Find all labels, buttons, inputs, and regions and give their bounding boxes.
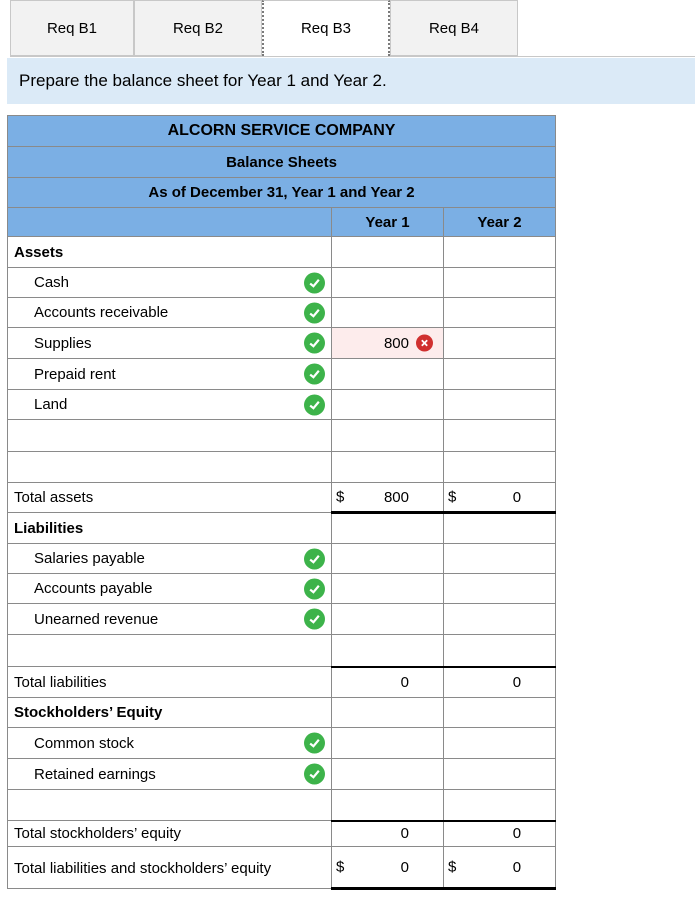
- unearned-revenue-y1-input[interactable]: [332, 604, 444, 635]
- equity-y2-cell[interactable]: [444, 698, 556, 728]
- assets-y2-cell[interactable]: [444, 237, 556, 268]
- cash-y2-input[interactable]: [444, 268, 556, 298]
- dollar-sign: $: [448, 858, 457, 876]
- unearned-revenue-y2-input[interactable]: [444, 604, 556, 635]
- total-assets-y2-value: 0: [512, 488, 522, 506]
- dollar-sign: $: [336, 488, 345, 506]
- check-icon: [304, 578, 325, 599]
- liabilities-y2-cell[interactable]: [444, 513, 556, 544]
- blank-equity-row[interactable]: [8, 790, 332, 821]
- liabilities-y1-cell[interactable]: [332, 513, 444, 544]
- assets-y1-cell[interactable]: [332, 237, 444, 268]
- total-assets-y2[interactable]: [444, 483, 556, 513]
- blank-asset-y1[interactable]: [332, 420, 444, 452]
- blank-asset2-y2[interactable]: [444, 452, 556, 483]
- supplies-row-label[interactable]: [8, 328, 332, 359]
- statement-title: Balance Sheets: [8, 147, 556, 178]
- retained-earnings-row-label[interactable]: [8, 759, 332, 790]
- unearned-revenue-row-label[interactable]: [8, 604, 332, 635]
- total-liab-equity-y2[interactable]: [444, 847, 556, 889]
- accounts-payable-y2-input[interactable]: [444, 574, 556, 604]
- prepaid-rent-label: Prepaid rent: [34, 365, 116, 383]
- total-liab-equity-y1-value: 0: [400, 858, 409, 876]
- check-icon: [304, 333, 325, 354]
- liabilities-header: Liabilities: [8, 513, 332, 544]
- blank-liab-y1[interactable]: [332, 635, 444, 667]
- total-equity-y1-value: 0: [400, 825, 409, 843]
- blank-asset2-y1[interactable]: [332, 452, 444, 483]
- prepaid-rent-y2-input[interactable]: [444, 359, 556, 390]
- total-liab-equity-y2-value: 0: [512, 858, 522, 876]
- dollar-sign: $: [336, 858, 345, 876]
- blank-asset-y2[interactable]: [444, 420, 556, 452]
- salaries-payable-row-label[interactable]: [8, 544, 332, 574]
- check-icon: [304, 733, 325, 754]
- accounts-payable-y1-input[interactable]: [332, 574, 444, 604]
- total-liab-equity-y1[interactable]: [332, 847, 444, 889]
- balance-sheet-table: [7, 115, 556, 890]
- check-icon: [304, 609, 325, 630]
- tab-bar: [10, 0, 695, 58]
- assets-header: Assets: [8, 237, 332, 268]
- check-icon: [304, 394, 325, 415]
- ar-y2-input[interactable]: [444, 298, 556, 328]
- tab-req-b4[interactable]: Req B4: [390, 0, 518, 56]
- statement-date: As of December 31, Year 1 and Year 2: [8, 178, 556, 208]
- cash-row-label[interactable]: [8, 268, 332, 298]
- header-blank: [8, 208, 332, 237]
- common-stock-y1-input[interactable]: [332, 728, 444, 759]
- total-equity-label: Total stockholders’ equity: [8, 821, 332, 847]
- blank-equity-y1[interactable]: [332, 790, 444, 821]
- tab-req-b1[interactable]: Req B1: [10, 0, 134, 56]
- common-stock-row-label[interactable]: [8, 728, 332, 759]
- salaries-payable-label: Salaries payable: [34, 550, 145, 567]
- total-liabilities-y1[interactable]: [332, 667, 444, 698]
- supplies-y2-input[interactable]: [444, 328, 556, 359]
- prepaid-rent-y1-input[interactable]: [332, 359, 444, 390]
- supplies-label: Supplies: [34, 334, 92, 352]
- prepaid-rent-row-label[interactable]: [8, 359, 332, 390]
- accounts-payable-label: Accounts payable: [34, 580, 153, 597]
- land-y2-input[interactable]: [444, 390, 556, 420]
- tab-req-b3[interactable]: Req B3: [262, 0, 390, 56]
- check-icon: [304, 302, 325, 323]
- total-assets-y1-value: 800: [383, 488, 409, 506]
- supplies-y1-input[interactable]: [332, 328, 444, 359]
- total-liabilities-y2[interactable]: [444, 667, 556, 698]
- instruction-text: Prepare the balance sheet for Year 1 and Year 2.: [19, 71, 387, 90]
- tab-divider: [10, 56, 695, 57]
- col-year1-header: Year 1: [332, 208, 444, 237]
- retained-earnings-label: Retained earnings: [34, 765, 156, 783]
- check-icon: [304, 548, 325, 569]
- company-name: ALCORN SERVICE COMPANY: [8, 116, 556, 147]
- blank-liab-row[interactable]: [8, 635, 332, 667]
- total-equity-y2[interactable]: [444, 821, 556, 847]
- land-label: Land: [34, 396, 68, 413]
- col-year2-header: Year 2: [444, 208, 556, 237]
- cash-label: Cash: [34, 274, 70, 291]
- cash-y1-input[interactable]: [332, 268, 444, 298]
- accounts-payable-row-label[interactable]: [8, 574, 332, 604]
- blank-asset-row-2[interactable]: [8, 452, 332, 483]
- land-y1-input[interactable]: [332, 390, 444, 420]
- total-equity-y1[interactable]: [332, 821, 444, 847]
- retained-earnings-y2-input[interactable]: [444, 759, 556, 790]
- common-stock-label: Common stock: [34, 734, 135, 752]
- blank-equity-y2[interactable]: [444, 790, 556, 821]
- check-icon: [304, 364, 325, 385]
- total-assets-label: Total assets: [8, 483, 332, 513]
- blank-asset-row-1[interactable]: [8, 420, 332, 452]
- total-liab-equity-label: Total liabilities and stockholders’ equity: [8, 847, 332, 889]
- blank-liab-y2[interactable]: [444, 635, 556, 667]
- total-liabilities-y1-value: 0: [400, 673, 409, 691]
- equity-header: Stockholders’ Equity: [8, 698, 332, 728]
- salaries-payable-y1-input[interactable]: [332, 544, 444, 574]
- supplies-y1-value: 800: [383, 334, 409, 352]
- tab-req-b2[interactable]: Req B2: [134, 0, 262, 56]
- land-row-label[interactable]: [8, 390, 332, 420]
- instruction-banner: [7, 58, 695, 104]
- unearned-revenue-label: Unearned revenue: [34, 610, 159, 628]
- common-stock-y2-input[interactable]: [444, 728, 556, 759]
- total-liabilities-y2-value: 0: [512, 673, 522, 691]
- total-assets-y1[interactable]: [332, 483, 444, 513]
- salaries-payable-y2-input[interactable]: [444, 544, 556, 574]
- error-x-icon: [416, 335, 433, 352]
- retained-earnings-y1-input[interactable]: [332, 759, 444, 790]
- ar-row-label[interactable]: [8, 298, 332, 328]
- ar-label: Accounts receivable: [34, 304, 169, 321]
- equity-y1-cell[interactable]: [332, 698, 444, 728]
- total-equity-y2-value: 0: [512, 825, 522, 843]
- dollar-sign: $: [448, 488, 457, 506]
- check-icon: [304, 764, 325, 785]
- check-icon: [304, 272, 325, 293]
- total-liabilities-label: Total liabilities: [8, 667, 332, 698]
- ar-y1-input[interactable]: [332, 298, 444, 328]
